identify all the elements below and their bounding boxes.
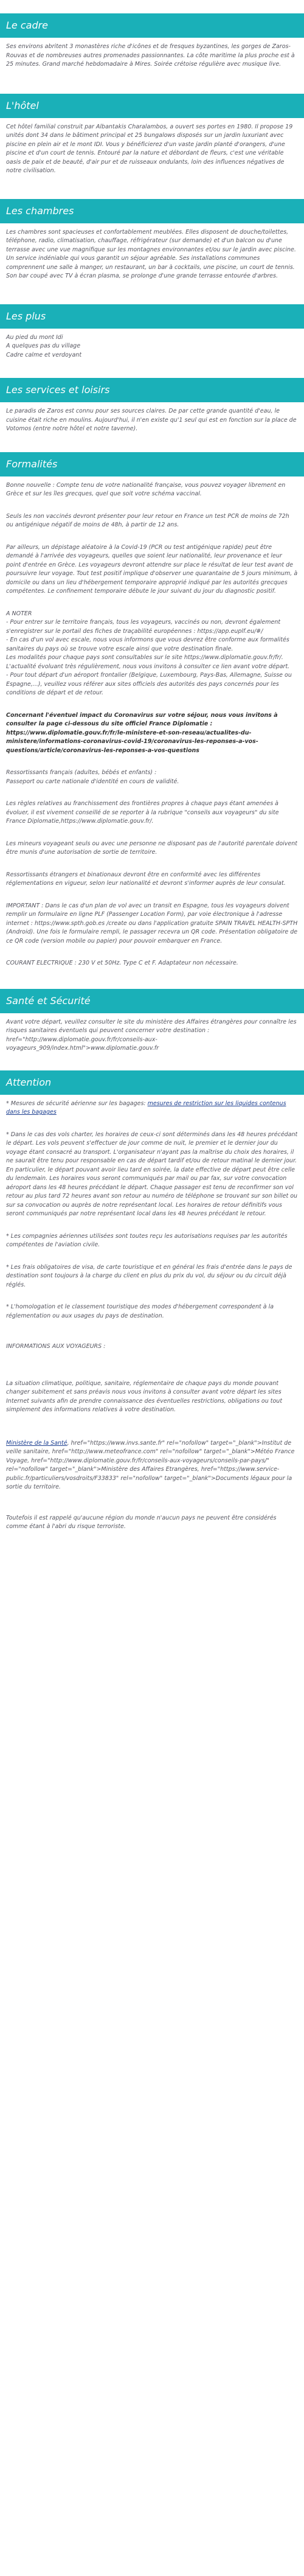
cadre-text: Ses environs abritent 3 monastères riche d'icônes et de fresques byzantines, les gorges de Zaros-Rouvas et de nombreuses autres promenades passionnantes. La côte maritime la plus proche est à 25 minutes. Grand marché hebdomadaire à Mires. Soirée crétoise régulière avec musique live. (6, 43, 295, 68)
formalites-mineurs: Les mineurs voyageant seuls ou avec une personne ne disposant pas de l'autorité parentale doivent être munis d'une autorisation de sortie de territoire. (6, 840, 297, 856)
attention-p3: * Les compagnies aériennes utilisées sont toutes reçu les autorisations requises par les autorités compétentes de l'aviation civile. (6, 1232, 288, 1248)
attention-p7 (6, 1439, 298, 1492)
section-title-formalites: Formalités (0, 452, 304, 476)
formalites-regles: Les règles relatives au franchissement des frontières propres à chaque pays étant amenées à évoluer, il est vivement conseillé de se reporter à la rubrique "conseils aux voyageurs" du site France Diplomatie,https://www.diplomatie.gouv.fr/. (6, 800, 279, 825)
attention-p1 (6, 1100, 298, 1117)
note-line: - Pour entrer sur le territoire français, tous les voyageurs, vaccinés ou non, devront également s'enregistrer sur le portail des fiches de traçabilité européennes : https://app.euplf.eu/#/ (6, 619, 281, 635)
attention-p2: * Dans le cas des vols charter, les horaires de ceux-ci sont déterminés dans les 48 heures précédant le départ. Les vols peuvent s'effectuer de jour comme de nuit, le premier et le dernier jour du voyage étant consacré au transport. L'organisateur n'ayant pas la maîtrise du choix des horaires, il ne saurait être tenu pour responsable en cas de départ tardif et/ou de retour matinal le dernier jour. En particulier, le départ pouvant avoir lieu tard en soirée, la date effective de départ peut être celle du lendemain. Les horaires vous seront communiqués par mail ou par fax, sur votre convocation aéroport dans les 48 heures précédant le départ. Chaque passager est tenu de reconfirmer son vol retour au plus tard 72 heures avant son retour au numéro de téléphone se trouvant sur son billet ou sur sa convocation ou auprès de notre représentant local. Les horaires de retour définitifs vous seront communiqués par notre représentant local dans les 48 heures précédant le retour. (6, 1131, 298, 1217)
liquid-restrictions-link[interactable]: mesures de restriction sur les liquides contenus dans les bagages (6, 1100, 286, 1115)
note-line: Les modalités pour chaque pays sont consultables sur le site https://www.diplomatie.gouv.fr/fr/. L'actualité évoluant très régulièrement, nous vous invitons à consulter ce lien avant votre départ. (6, 654, 290, 670)
section-cadre (0, 43, 304, 69)
attention-p7-rest: , href="https://www.invs.sante.fr" rel="nofollow" target="_blank">Institut de veille sanitaire, href="http://www.meteofrance.com" rel="nofollow" target="_blank">Météo France Voyage, href="http://www.diplomatie.gouv.fr/fr/conseils-aux-voyageurs/conseils-par-pays/" rel="nofollow" target="_blank">Ministère des Affaires Etrangères, href="https://www.service-public.fr/particuliers/vosdroits/F33833" rel="nofollow" target="_blank">Documents légaux pour la sortie du territoire. (6, 1439, 295, 1490)
section-title-cadre: Le cadre (0, 13, 304, 38)
plus-item: Cadre calme et verdoyant (6, 351, 82, 358)
note-line: A NOTER (6, 610, 32, 617)
ressortissants-line: Passeport ou carte nationale d'identité en cours de validité. (6, 778, 179, 785)
ministere-sante-link[interactable]: Ministère de la Santé (6, 1439, 67, 1447)
formalites-coronavirus-link[interactable]: Concernant l'éventuel impact du Coronavirus sur votre séjour, nous vous invitons à consulter la page ci-dessous du site officiel France Diplomatie : https://www.diplomatie.gouv.fr/fr/le-ministere-et-son-reseau/actualites-du-ministere/informations-coronavirus-covid-19/coronavirus-les-reponses-a-vos-questions/article/coronavirus-les-reponses-a-vos-questions (6, 711, 278, 754)
ressortissants-line: Ressortissants français (adultes, bébés et enfants) : (6, 769, 157, 776)
section-title-services: Les services et loisirs (0, 378, 304, 402)
plus-item: Au pied du mont Idi (6, 333, 63, 341)
section-title-sante: Santé et Sécurité (0, 989, 304, 1013)
formalites-courant: COURANT ELECTRIQUE : 230 V et 50Hz. Type C et F. Adaptateur non nécessaire. (6, 960, 238, 966)
section-services (0, 407, 304, 434)
section-title-attention: Attention (0, 1070, 304, 1095)
formalites-p3: Par ailleurs, un dépistage aléatoire à la Covid-19 (PCR ou test antigénique rapide) peut être demandé à l'arrivée des voyageurs, quelles que soient leur nationalité, leur provenance et leur point d'entrée en Grèce. Les voyageurs devront attendre sur place le résultat de leur test avant de poursuivre leur voyage. Tout test positif implique d'observer une quarantaine de 5 jours minimum, à domicile ou dans un lieu d'hébergement temporaire approprié indiqué par les autorités grecques compétentes. Le confinement temporaire débute le jour suivant du jour du diagnostic positif. (6, 543, 298, 595)
attention-p6: La situation climatique, politique, sanitaire, réglementaire de chaque pays du monde pouvant changer subitement et sans préavis nous vous invitons à consulter avant votre départ les sites Internet suivants afin de prendre connaissance des éventuelles restrictions, obligations ou tout simplement des informations relatives à votre destination. (6, 1380, 283, 1413)
hotel-text: Cet hôtel familial construit par Albantakis Charalambos, a ouvert ses portes en 1980. Il propose 19 unités dont 34 dans le bâtiment principal et 25 bungalows disposés sur un jardin luxuriant avec piscine en plein air et le mont IDI. Vous y bénéficierez d'un vaste jardin planté d'orangers, d'une piscine et d'un court de tennis. Entouré par la nature et débordant de fleurs, c'est une véritable oasis de paix et de beauté, d'air pur et de ruisseaux ondulants, loin des influences négatives de notre civilisation. (6, 123, 293, 174)
section-attention (0, 1100, 304, 1532)
section-title-hotel: L'hôtel (0, 94, 304, 118)
attention-p8: Toutefois il est rappelé qu'aucune région du monde n'aucun pays ne peuvent être considérés comme étant à l'abri du risque terroriste. (6, 1514, 277, 1530)
services-text: Le paradis de Zaros est connu pour ses sources claires. De par cette grande quantité d'eau, le cuisine était riche en moulins. Aujourd'hui, il n'en existe qu'1 seul qui est en fonction sur la place de Votomos (entre notre hôtel et notre taverne). (6, 408, 297, 432)
formalites-p1: Bonne nouvelle : Compte tenu de votre nationalité française, vous pouvez voyager librement en Grèce et sur les îles grecques, quel que soit votre schéma vaccinal. (6, 481, 286, 497)
section-formalites (0, 481, 304, 968)
sante-text: Avant votre départ, veuillez consulter le site du ministère des Affaires étrangères pour connaître les risques sanitaires éventuels qui peuvent concerner votre destination : href="http://www.diplomatie.gouv.fr/fr/conseils-aux-voyageurs_909/index.html">www.diplomatie.gouv.fr (6, 1018, 297, 1052)
plus-item: A quelques pas du village (6, 343, 81, 349)
formalites-p2: Seuls les non vaccinés devront présenter pour leur retour en France un test PCR de moins de 72h ou antigénique négatif de moins de 48h, à partir de 12 ans. (6, 512, 289, 528)
note-line: - En cas d'un vol avec escale, nous vous informons que vous devrez être conforme aux formalités sanitaires du pays où se trouve votre escale ainsi que votre destination finale. (6, 637, 289, 652)
formalites-etrangers: Ressortissants étrangers et binationaux devront être en conformité avec les différentes réglementations en vigueur, selon leur nationalité et devront s'informer auprès de leur consulat. (6, 871, 286, 887)
formalites-note (6, 610, 298, 698)
attention-p5: * L'homologation et le classement touristique des modes d'hébergement correspondent à la réglementation ou aux usages du pays de destination. (6, 1304, 274, 1319)
section-title-chambres: Les chambres (0, 199, 304, 223)
section-title-plus: Les plus (0, 304, 304, 329)
section-plus (0, 333, 304, 360)
attention-p4: * Les frais obligatoires de visa, de carte touristique et en général les frais d'entrée dans le pays de destination sont toujours à la charge du client en plus du prix du vol, du séjour ou du circuit déjà réglés. (6, 1263, 292, 1288)
section-chambres (0, 228, 304, 281)
note-line: - Pour tout départ d'un aéroport frontalier (Belgique, Luxembourg, Pays-Bas, Allemagne, Suisse ou Espagne,...), veuillez vous référer aux sites officiels des autorités des pays concernés pour les conditions de départ et de retour. (6, 672, 292, 696)
chambres-text: Les chambres sont spacieuses et confortablement meublées. Elles disposent de douche/toilettes, téléphone, radio, climatisation, chauffage, réfrigérateur (sur demande) et d'un balcon ou d'une terrasse avec une vue magnifique sur les montagnes environnantes et/ou sur le jardin avec piscine. Un service indéniable qui vous garantit un séjour agréable. Ses installations communes comprennent une salle à manger, un restaurant, un bar à cocktails, une piscine, un court de tennis. Son bar coupé avec TV à écran plasma, se prolonge d'une grande terrasse entourée d'arbres. (6, 228, 296, 279)
formalites-ressortissants (6, 769, 298, 786)
attention-p1-text: * Mesures de sécurité aérienne sur les bagages: (6, 1100, 148, 1107)
formalites-important: IMPORTANT : Dans le cas d'un plan de vol avec un transit en Espagne, tous les voyageurs doivent remplir un formulaire en ligne PLF (Passenger Location Form), par voie électronique à l'adresse internet : https://www.spth.gob.es /create ou dans l'application gratuite SPAIN TRAVEL HEALTH-SPTH (Android). Une fois le formulaire rempli, le passager recevra un QR code. Présentation obligatoire de ce QR code (version mobile ou papier) pour pouvoir embarquer en France. (6, 902, 298, 944)
section-sante (0, 1018, 304, 1053)
section-hotel (0, 123, 304, 176)
info-voyageurs-title: INFORMATIONS AUX VOYAGEURS : (6, 1343, 106, 1350)
